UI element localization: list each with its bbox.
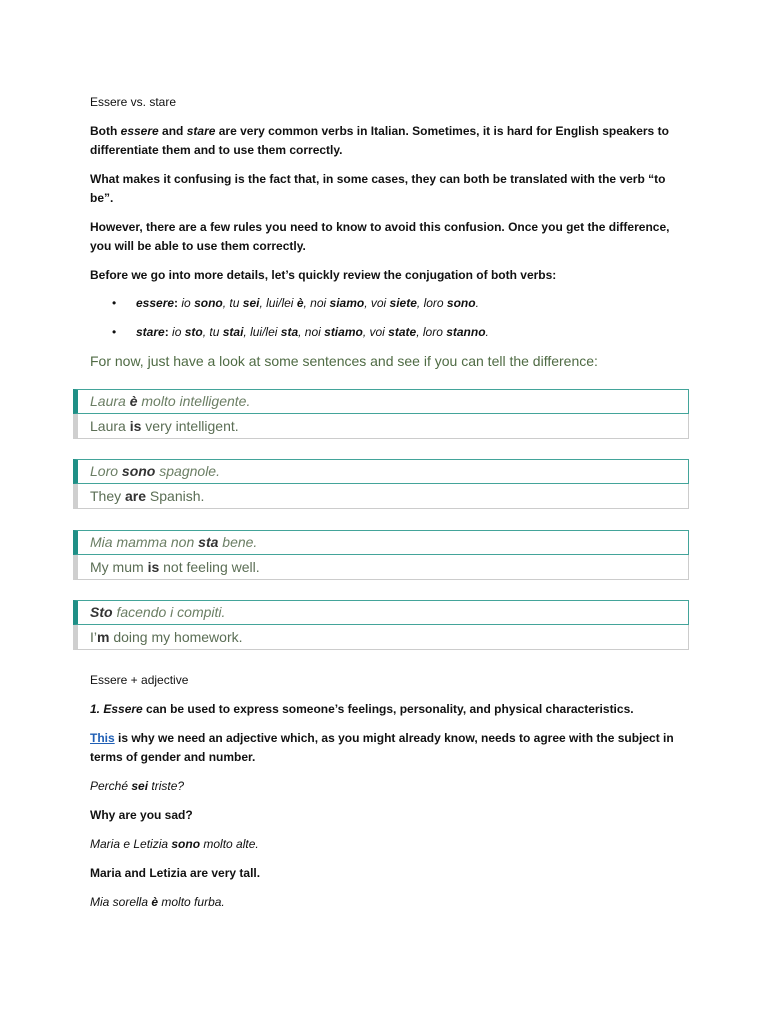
verb-highlight: sta [198,534,219,550]
sentence-text: My mum [90,559,148,575]
conjugation-text: . [475,296,479,310]
conjugation-text: , noi [298,325,325,339]
sentence-text: very intelligent. [141,418,239,434]
rule-one: 1. Essere can be used to express someone’s feelings, personality, and physical characteristics. [90,702,634,716]
english-translation [73,625,689,650]
example-pair [73,389,689,439]
example-line [90,777,680,796]
conjugation-text: io [172,325,185,339]
example-text: molto furba. [158,895,225,909]
heading-essere-vs-stare: Essere vs. stare [90,95,177,109]
conjugation-text: , loro [416,325,447,339]
italian-sentence [73,600,689,625]
example-text: sei [131,779,149,793]
example-text: Mia sorella [90,895,152,909]
sentence-text: Mia mamma non [90,534,199,550]
verb-highlight: Sto [90,604,113,620]
example-pair [73,600,689,650]
sentence-text: Loro [90,463,122,479]
verb-highlight: sono [121,463,156,479]
conjugation-text: , loro [416,296,447,310]
sentence-text: Laura [90,418,130,434]
italian-sentence [73,459,689,484]
conjugation-text: , tu [222,296,243,310]
conjugation-text: , noi [303,296,330,310]
english-translation [73,484,689,509]
sentence-text: spagnole. [155,463,220,479]
conjugation-text: : [174,296,182,310]
sentence-text: facendo i compiti. [112,604,226,620]
conjugation-text: è [296,296,304,310]
italian-sentence [73,530,689,555]
conjugation-text: io [181,296,195,310]
sentence-text: not feeling well. [159,559,260,575]
sentence-text: Laura [90,393,130,409]
conjugation-text: , voi [362,325,389,339]
conjugation-text: sono [446,296,476,310]
intro-sentence: For now, just have a look at some sentences and see if you can tell the difference: [90,353,598,369]
paragraph-agreement: This is why we need an adjective which, as you might already know, needs to agree with the subject in terms of gender and number. [90,731,674,764]
english-translation [73,414,689,439]
conjugation-text: siete [389,296,417,310]
conjugation-text: : [164,325,173,339]
verb-highlight: is [129,418,142,434]
conjugation-text: . [485,325,489,339]
conjugation-text: sta [280,325,299,339]
list-item [90,294,670,323]
conjugation-text: , tu [202,325,223,339]
sentence-text: molto intelligente. [137,393,251,409]
italian-sentence [73,389,689,414]
example-pair [73,530,689,580]
verb-highlight: è [129,393,138,409]
conjugation-text: stai [222,325,244,339]
example-text: è [151,895,159,909]
example-line [90,835,680,854]
paragraph-confusing: What makes it confusing is the fact that, in some cases, they can both be translated with the verb “to be”. [90,172,666,205]
example-line [90,864,680,883]
paragraph-intro: Both essere and stare are very common verbs in Italian. Sometimes, it is hard for English speakers to differentiate them and to use them correctly. [90,124,669,157]
conjugation-text: sono [194,296,223,310]
verb-highlight: m [97,629,110,645]
bullet-icon: • [112,325,117,339]
this-link[interactable]: This [90,731,115,745]
conjugation-text: , lui/lei [259,296,297,310]
verb-name: essere [136,296,175,310]
sentence-text: They [90,488,126,504]
conjugation-text: siamo [329,296,365,310]
example-line [90,806,680,825]
conjugation-list [90,294,670,352]
example-pair [73,459,689,509]
example-text: Maria e Letizia [90,837,172,851]
example-text: Maria and Letizia are very tall. [90,866,261,880]
example-text: Why are you sad? [90,808,193,822]
example-text: molto alte. [200,837,259,851]
example-text: sono [171,837,201,851]
verb-name: stare [136,325,165,339]
conjugation-text: , voi [364,296,390,310]
conjugation-text: stiamo [324,325,363,339]
example-text: Perché [90,779,132,793]
example-text: triste? [148,779,185,793]
english-translation [73,555,689,580]
list-item [90,323,670,352]
verb-highlight: are [125,488,147,504]
heading-essere-adjective: Essere + adjective [90,673,189,687]
conjugation-text: sto [184,325,203,339]
paragraph-review: Before we go into more details, let’s quickly review the conjugation of both verbs: [90,268,557,282]
sentence-text: Spanish. [146,488,205,504]
paragraph-rules: However, there are a few rules you need to know to avoid this confusion. Once you get the difference, you will be able to use them correctly. [90,220,670,253]
conjugation-text: , lui/lei [243,325,281,339]
conjugation-text: state [388,325,417,339]
sentence-text: doing my homework. [109,629,243,645]
verb-highlight: is [147,559,160,575]
bullet-icon: • [112,296,117,310]
sentence-text: bene. [218,534,258,550]
example-line [90,893,680,912]
sentence-text: I’ [90,629,97,645]
conjugation-text: stanno [446,325,486,339]
conjugation-text: sei [242,296,260,310]
